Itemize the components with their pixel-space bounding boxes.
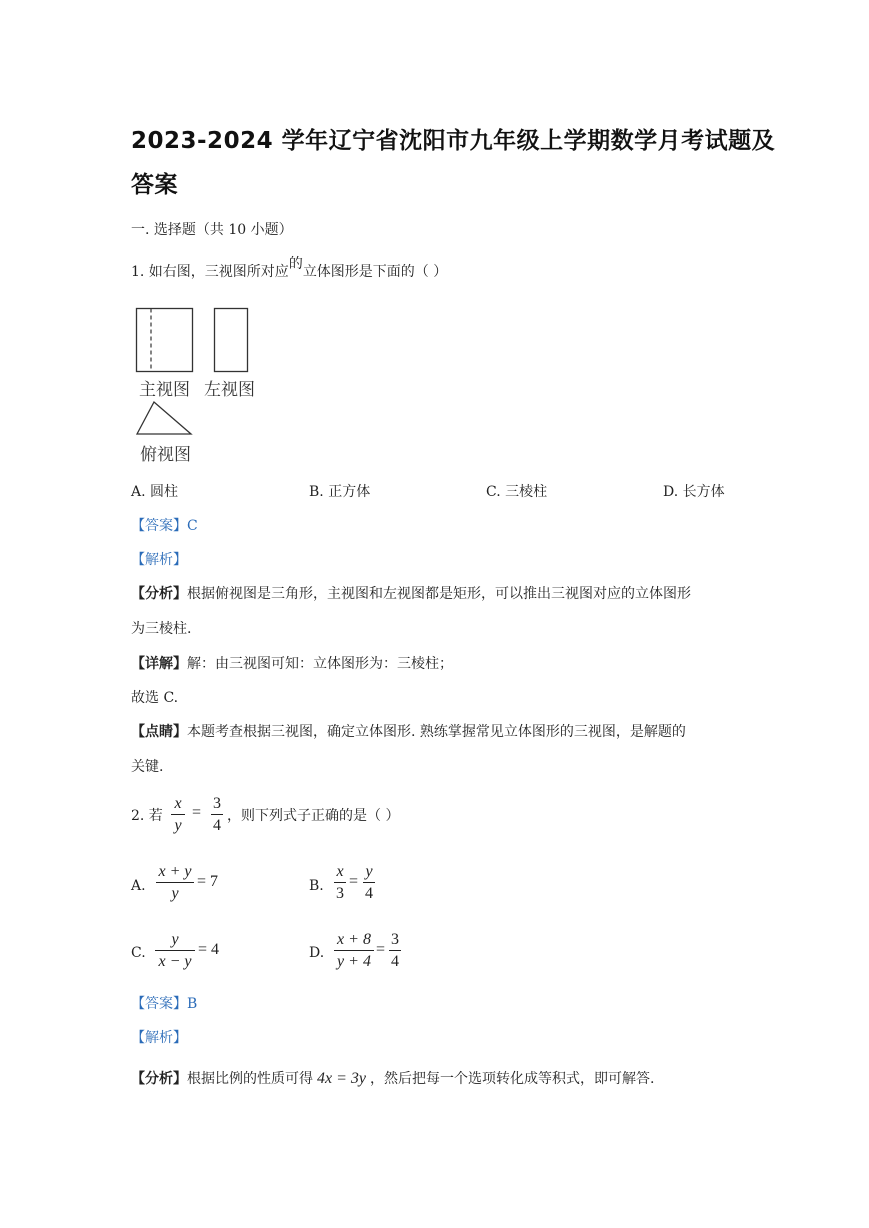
q2-option-a-rhs: = 7	[197, 873, 219, 890]
q1-answer	[131, 516, 198, 536]
q2-option-c-rhs: = 4	[198, 941, 220, 958]
q2-option-b-right-numerator: y	[365, 863, 373, 880]
q2-option-b-eq: =	[349, 873, 359, 890]
fraction-bar	[334, 882, 346, 883]
q1-answer-value: C	[187, 518, 198, 534]
q2-option-c-denominator: x − y	[158, 953, 192, 970]
q1-xiangjie-tag: 【详解】	[131, 656, 187, 672]
q1-option-c: C. 三棱柱	[486, 484, 548, 500]
q2-option-b-left-fraction	[334, 862, 346, 903]
q2-option-c-fraction	[155, 930, 195, 971]
q2-option-d-right-numerator: 3	[391, 931, 399, 948]
q2-fenxi	[131, 1069, 654, 1089]
q2-option-d-denominator: y + 4	[337, 953, 371, 970]
q1-guxuan: 故选 C.	[131, 690, 179, 706]
side-view-label: 左视图	[204, 380, 255, 400]
q1-fenxi-tag: 【分析】	[131, 586, 187, 602]
q2-fenxi-text-a: 根据比例的性质可得	[187, 1071, 313, 1087]
section-heading: 一. 选择题（共 10 小题）	[131, 222, 293, 238]
fraction-bar	[211, 814, 223, 815]
q2-option-d-right-denominator: 4	[391, 953, 399, 970]
fraction-bar	[363, 882, 375, 883]
q2-answer	[131, 994, 197, 1014]
q2-fenxi-math: 4x = 3y	[317, 1070, 366, 1087]
q2-analysis-tag: 【解析】	[131, 1030, 187, 1046]
q2-given-fraction-right	[211, 794, 223, 835]
q1-xiangjie	[131, 654, 453, 674]
three-view-figure	[130, 303, 270, 443]
q2-given-x: x	[174, 795, 182, 812]
q2-given-eq: =	[192, 804, 202, 821]
q2-option-d-label: D.	[309, 945, 325, 961]
q1-fenxi-text1: 根据俯视图是三角形，主视图和左视图都是矩形，可以推出三视图对应的立体图形	[187, 586, 691, 602]
q2-option-b-left-numerator: x	[336, 863, 344, 880]
fraction-bar	[389, 950, 401, 951]
q2-option-a-numerator: x + y	[158, 863, 192, 880]
q2-option-b-label: B.	[309, 878, 324, 894]
q1-answer-tag: 【答案】	[131, 518, 187, 534]
q2-option-d-numerator: x + 8	[337, 931, 371, 948]
q1-xiangjie-text: 解：由三视图可知：立体图形为：三棱柱；	[187, 656, 453, 672]
q2-given-y: y	[174, 817, 182, 834]
fraction-bar	[156, 882, 194, 883]
q1-fenxi-line2: 为三棱柱.	[131, 621, 192, 637]
q2-answer-tag: 【答案】	[131, 996, 187, 1012]
q2-option-a-denominator: y	[171, 885, 179, 902]
q1-dianjing-text1: 本题考查根据三视图，确定立体图形. 熟练掌握常见立体图形的三视图，是解题的	[187, 724, 686, 740]
q1-option-b: B. 正方体	[309, 484, 371, 500]
top-view-triangle	[137, 402, 191, 434]
q1-analysis-tag: 【解析】	[131, 552, 187, 568]
fraction-bar	[334, 950, 374, 951]
document-title-line2: 答案	[131, 172, 178, 198]
q2-given-fraction-left	[171, 794, 185, 835]
q2-option-a-fraction	[156, 862, 194, 903]
q2-given-3: 3	[213, 795, 221, 812]
q2-option-c-numerator: y	[171, 931, 179, 948]
q2-option-d-fraction	[334, 930, 374, 971]
q1-stem	[131, 256, 448, 282]
q2-option-a-label: A.	[131, 878, 146, 894]
q2-option-c-label: C.	[131, 945, 146, 961]
front-view-rect	[137, 309, 193, 372]
top-view-label: 俯视图	[140, 445, 191, 465]
document-title-line1: 2023-2024 学年辽宁省沈阳市九年级上学期数学月考试题及	[131, 128, 776, 154]
q1-stem-superscript: 的	[288, 256, 303, 272]
fraction-bar	[155, 950, 195, 951]
q1-stem-part-a: 1. 如右图，三视图所对应	[131, 264, 289, 280]
fraction-bar	[171, 814, 185, 815]
q1-stem-part-b: 立体图形是下面的（ ）	[302, 264, 448, 280]
side-view-rect	[215, 309, 248, 372]
q2-fenxi-tag: 【分析】	[131, 1071, 187, 1087]
q2-option-d-right-fraction	[389, 930, 401, 971]
q2-option-b-left-denominator: 3	[336, 885, 344, 902]
q1-option-d: D. 长方体	[663, 484, 725, 500]
q2-option-b-right-fraction	[363, 862, 375, 903]
q1-dianjing-line2: 关键.	[131, 759, 164, 775]
q2-number: 2. 若	[131, 808, 163, 824]
q2-option-d-eq: =	[376, 941, 386, 958]
q2-fenxi-text-b: ，然后把每一个选项转化成等积式，即可解答.	[370, 1071, 655, 1087]
q1-option-a: A. 圆柱	[131, 484, 179, 500]
q1-dianjing-line1	[131, 722, 686, 742]
q1-fenxi-line1	[131, 584, 691, 604]
q2-answer-value: B	[187, 996, 198, 1012]
q1-dianjing-tag: 【点睛】	[131, 724, 187, 740]
q2-option-b-right-denominator: 4	[365, 885, 373, 902]
q2-stem-rest: ，则下列式子正确的是（ ）	[227, 808, 400, 824]
front-view-label: 主视图	[139, 380, 190, 400]
q2-given-4: 4	[213, 817, 221, 834]
